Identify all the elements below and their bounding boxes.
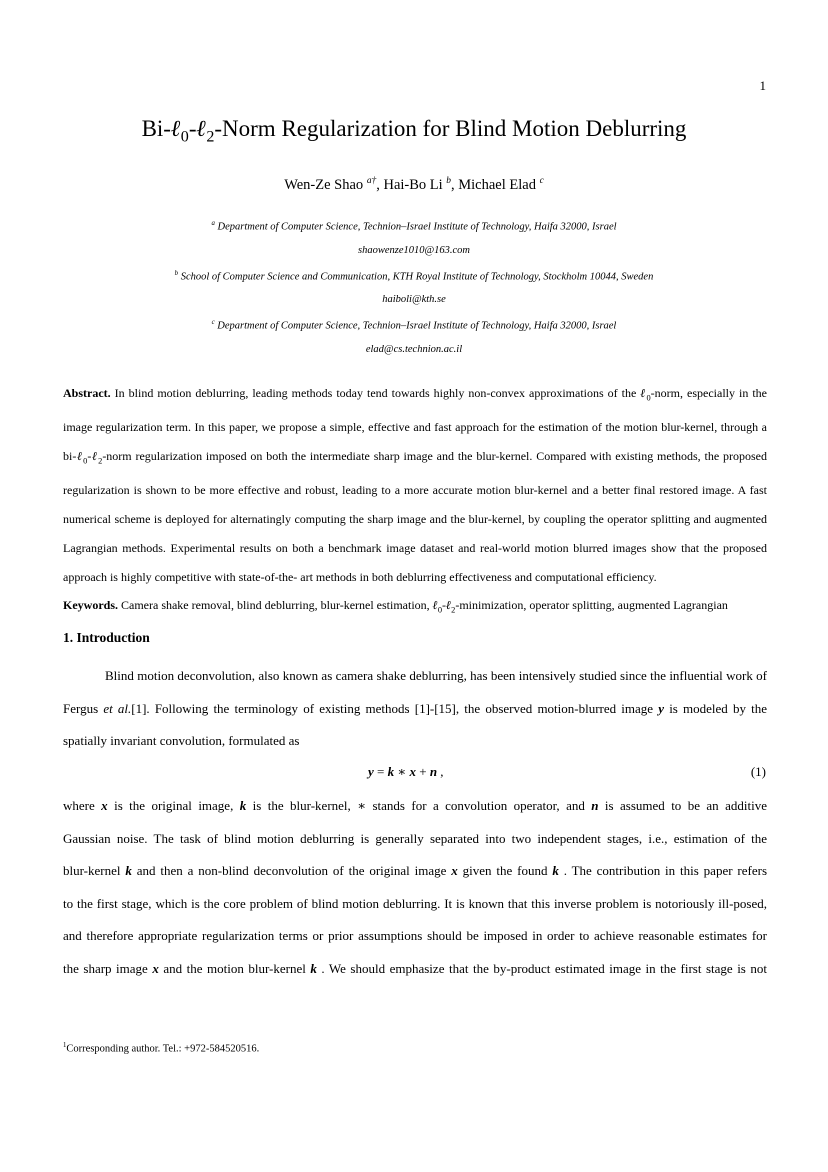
- footnote: $^1$Corresponding author. Tel.: +972-584520516.: [63, 1042, 260, 1055]
- email-a[interactable]: shaowenze1010@163.com: [357, 245, 471, 256]
- abstract: Abstract. In blind motion deblurring, leading methods today tend towards highly non-convex approximations of the ℓ$_0$-norm, especially in the image regularization term. In this paper, we propose a simple, effective and fast approach for the estimation of the motion blur-kernel, through a bi-ℓ$_0$-ℓ$_2$-norm regularization imposed on both the intermediate sharp image and the blur-kernel. Compared with existing methods, the proposed regularization is shown to be more effective and robust, leading to a more accurate motion blur-kernel and a better final restored image. A fast numerical scheme is deployed for alternatingly computing the sharp image and the blur-kernel, by coupling the operator splitting and augmented Lagrangian methods. Experimental results on both a benchmark image dataset and real-world motion blurred images show that the proposed approach is highly competitive with state-of-the- art methods in both deblurring effectiveness and computational efficiency. Keywords. Camera shake removal, blind deblurring, blur-kernel estimation, ℓ$_0$-ℓ$_2$-minimization, operator splitting, augmented Lagrangian: [63, 379, 767, 626]
- abstract-label: Abstract.: [63, 386, 111, 400]
- intro-paragraph-2: where x is the original image, k is the blur-kernel, ∗ stands for a convolution operator, and n is assumed to be an additive Gaussian noise. The task of blind motion deblurring is generally separated into two independent stages, i.e., estimation of the blur-kernel k and then a non-blind deconvolution of the original image x given the found k . The contribution in this paper refers to the first stage, which is the core problem of blind motion deblurring. It is known that this inverse problem is notoriously ill-posed, and therefore appropriate regularization terms or prior assumptions should be imposed in order to achieve reasonable estimates for the sharp image x and the motion blur-kernel k . We should emphasize that the by-product estimated image in the first stage is not: [63, 798, 768, 976]
- affiliation-a: $^a$ Department of Computer Science, Technion–Israel Institute of Technology, Haifa 32000, Israel: [211, 220, 617, 233]
- page-number: 1: [759, 78, 766, 93]
- equation-number: (1): [750, 764, 766, 779]
- section-heading-introduction: 1. Introduction: [63, 630, 150, 645]
- paper-title: Bi-ℓ$_0$-ℓ$_2$-Norm Regularization for Blind Motion Deblurring: [141, 116, 687, 146]
- affiliation-b: $^b$ School of Computer Science and Communication, KTH Royal Institute of Technology, Stockholm 10044, Sweden: [174, 270, 654, 283]
- keywords: Keywords. Camera shake removal, blind deblurring, blur-kernel estimation, ℓ$_0$-ℓ$_2$-minimization, operator splitting, augmented Lagrangian: [63, 598, 728, 615]
- affiliation-c: $^c$ Department of Computer Science, Technion–Israel Institute of Technology, Haifa 32000, Israel: [211, 319, 617, 332]
- email-b[interactable]: haiboli@kth.se: [382, 294, 446, 305]
- equation-expression: y = k ∗ x + n ,: [368, 764, 444, 779]
- email-c[interactable]: elad@cs.technion.ac.il: [365, 344, 463, 355]
- keywords-label: Keywords.: [63, 598, 118, 613]
- author-list: Wen-Ze Shao $^{a\dagger}$, Hai-Bo Li $^b$, Michael Elad $^c$: [284, 176, 544, 193]
- intro-paragraph-1: Blind motion deconvolution, also known as camera shake deblurring, has been intensively studied since the influential work of Fergus et al.[1]. Following the terminology of existing methods [1]-[15], the observed motion-blurred image y is modeled by the spatially invariant convolution, formulated as: [63, 668, 768, 749]
